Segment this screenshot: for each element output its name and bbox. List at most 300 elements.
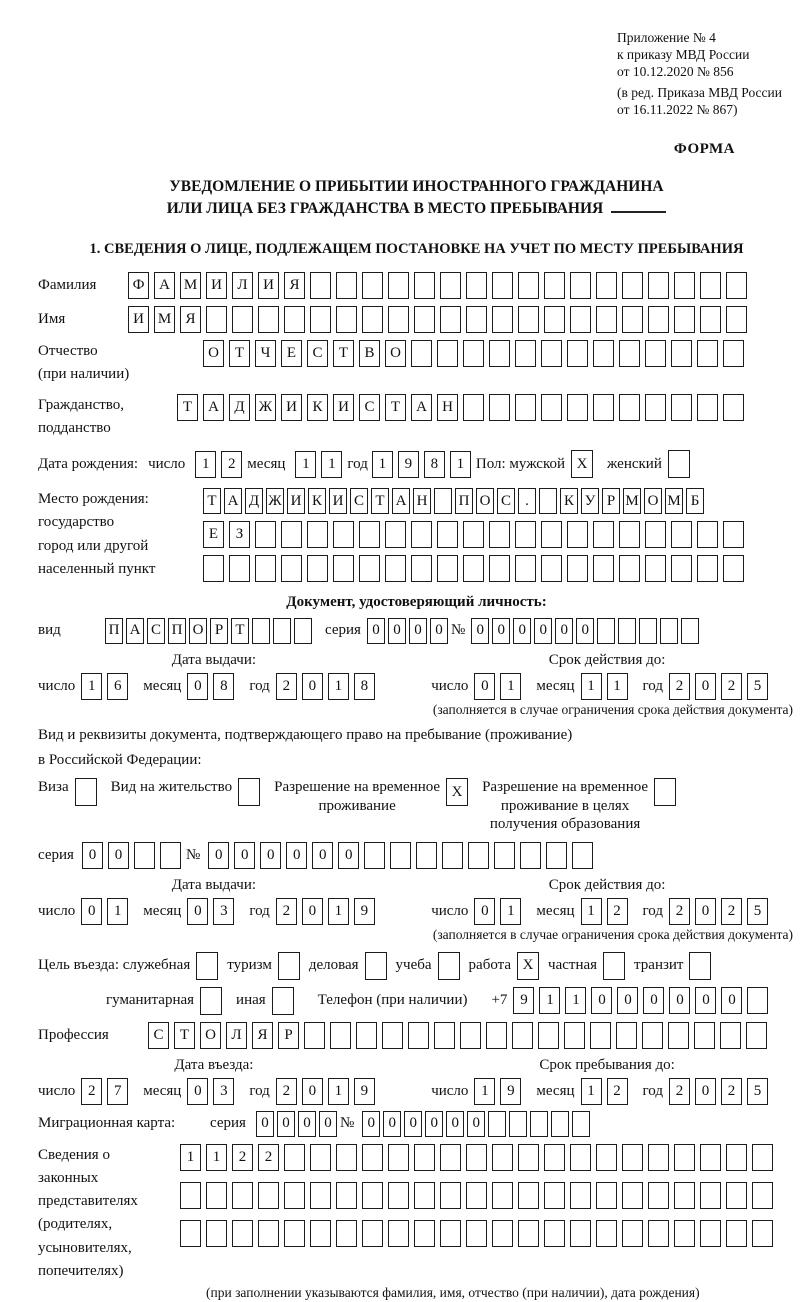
- char-cell[interactable]: 1: [81, 673, 102, 700]
- char-cell[interactable]: Я: [284, 272, 305, 299]
- char-cell[interactable]: [645, 521, 666, 548]
- char-cell[interactable]: [544, 1182, 565, 1209]
- char-cell[interactable]: [310, 306, 331, 333]
- char-cell[interactable]: [336, 1144, 357, 1171]
- char-cell[interactable]: [437, 340, 458, 367]
- char-cell[interactable]: [232, 306, 253, 333]
- char-cell[interactable]: [489, 555, 510, 582]
- char-cell[interactable]: [648, 1220, 669, 1247]
- char-cell[interactable]: 2: [669, 898, 690, 925]
- char-cell[interactable]: 2: [607, 1078, 628, 1105]
- char-cell[interactable]: [596, 306, 617, 333]
- char-cell[interactable]: Б: [686, 488, 704, 514]
- char-cell[interactable]: [255, 521, 276, 548]
- char-cell[interactable]: С: [497, 488, 515, 514]
- char-cell[interactable]: П: [168, 618, 186, 644]
- char-cell[interactable]: [645, 340, 666, 367]
- char-cell[interactable]: И: [287, 488, 305, 514]
- char-cell[interactable]: [385, 555, 406, 582]
- char-cell[interactable]: [726, 272, 747, 299]
- char-cell[interactable]: [619, 555, 640, 582]
- char-cell[interactable]: 3: [213, 1078, 234, 1105]
- char-cell[interactable]: 2: [81, 1078, 102, 1105]
- char-cell[interactable]: [206, 1220, 227, 1247]
- char-cell[interactable]: [310, 1144, 331, 1171]
- char-cell[interactable]: [726, 1182, 747, 1209]
- char-cell[interactable]: [544, 272, 565, 299]
- char-cell[interactable]: [674, 306, 695, 333]
- visa-checkbox[interactable]: [75, 778, 97, 806]
- char-cell[interactable]: [284, 1220, 305, 1247]
- char-cell[interactable]: И: [333, 394, 354, 421]
- residence-permit-checkbox[interactable]: [238, 778, 260, 806]
- char-cell[interactable]: 0: [82, 842, 103, 869]
- char-cell[interactable]: [648, 1144, 669, 1171]
- char-cell[interactable]: [752, 1220, 773, 1247]
- char-cell[interactable]: [416, 842, 437, 869]
- char-cell[interactable]: [273, 618, 291, 644]
- char-cell[interactable]: [492, 306, 513, 333]
- char-cell[interactable]: [593, 521, 614, 548]
- char-cell[interactable]: 0: [234, 842, 255, 869]
- purpose-tourism-checkbox[interactable]: [278, 952, 300, 980]
- char-cell[interactable]: С: [307, 340, 328, 367]
- char-cell[interactable]: П: [105, 618, 123, 644]
- char-cell[interactable]: [700, 1220, 721, 1247]
- purpose-work-checkbox[interactable]: X: [517, 952, 539, 980]
- char-cell[interactable]: [518, 1220, 539, 1247]
- char-cell[interactable]: А: [203, 394, 224, 421]
- char-cell[interactable]: Е: [281, 340, 302, 367]
- char-cell[interactable]: [180, 1220, 201, 1247]
- char-cell[interactable]: 9: [500, 1078, 521, 1105]
- char-cell[interactable]: [567, 521, 588, 548]
- char-cell[interactable]: [570, 306, 591, 333]
- char-cell[interactable]: 0: [425, 1111, 443, 1137]
- char-cell[interactable]: О: [476, 488, 494, 514]
- char-cell[interactable]: [515, 555, 536, 582]
- char-cell[interactable]: [618, 618, 636, 644]
- char-cell[interactable]: 0: [513, 618, 531, 644]
- char-cell[interactable]: 2: [721, 673, 742, 700]
- char-cell[interactable]: 0: [388, 618, 406, 644]
- char-cell[interactable]: [544, 306, 565, 333]
- char-cell[interactable]: [726, 1220, 747, 1247]
- char-cell[interactable]: Т: [385, 394, 406, 421]
- char-cell[interactable]: [567, 394, 588, 421]
- char-cell[interactable]: 0: [277, 1111, 295, 1137]
- char-cell[interactable]: .: [518, 488, 536, 514]
- char-cell[interactable]: [619, 340, 640, 367]
- char-cell[interactable]: 0: [721, 987, 742, 1014]
- char-cell[interactable]: [437, 555, 458, 582]
- char-cell[interactable]: [258, 1182, 279, 1209]
- char-cell[interactable]: И: [258, 272, 279, 299]
- char-cell[interactable]: [596, 1182, 617, 1209]
- char-cell[interactable]: Н: [413, 488, 431, 514]
- char-cell[interactable]: К: [308, 488, 326, 514]
- char-cell[interactable]: [671, 394, 692, 421]
- char-cell[interactable]: О: [644, 488, 662, 514]
- char-cell[interactable]: [206, 1182, 227, 1209]
- char-cell[interactable]: 0: [362, 1111, 380, 1137]
- char-cell[interactable]: [284, 1144, 305, 1171]
- char-cell[interactable]: Т: [174, 1022, 195, 1049]
- char-cell[interactable]: 8: [424, 451, 445, 478]
- char-cell[interactable]: 0: [695, 673, 716, 700]
- char-cell[interactable]: [509, 1111, 527, 1137]
- char-cell[interactable]: [252, 618, 270, 644]
- char-cell[interactable]: 0: [471, 618, 489, 644]
- char-cell[interactable]: [281, 521, 302, 548]
- char-cell[interactable]: [180, 1182, 201, 1209]
- char-cell[interactable]: [414, 1182, 435, 1209]
- char-cell[interactable]: [572, 842, 593, 869]
- char-cell[interactable]: [518, 1182, 539, 1209]
- char-cell[interactable]: 3: [213, 898, 234, 925]
- char-cell[interactable]: [660, 618, 678, 644]
- char-cell[interactable]: [284, 306, 305, 333]
- char-cell[interactable]: 0: [409, 618, 427, 644]
- char-cell[interactable]: М: [154, 306, 175, 333]
- char-cell[interactable]: [622, 306, 643, 333]
- char-cell[interactable]: [567, 340, 588, 367]
- char-cell[interactable]: [414, 1144, 435, 1171]
- char-cell[interactable]: [570, 1220, 591, 1247]
- char-cell[interactable]: 1: [539, 987, 560, 1014]
- char-cell[interactable]: О: [203, 340, 224, 367]
- char-cell[interactable]: [520, 842, 541, 869]
- char-cell[interactable]: [723, 555, 744, 582]
- purpose-study-checkbox[interactable]: [438, 952, 460, 980]
- char-cell[interactable]: [752, 1144, 773, 1171]
- char-cell[interactable]: [411, 340, 432, 367]
- char-cell[interactable]: [414, 1220, 435, 1247]
- char-cell[interactable]: [336, 306, 357, 333]
- char-cell[interactable]: [203, 555, 224, 582]
- char-cell[interactable]: 2: [276, 898, 297, 925]
- char-cell[interactable]: [310, 1220, 331, 1247]
- char-cell[interactable]: [356, 1022, 377, 1049]
- char-cell[interactable]: [486, 1022, 507, 1049]
- char-cell[interactable]: [541, 394, 562, 421]
- char-cell[interactable]: 5: [747, 898, 768, 925]
- char-cell[interactable]: [544, 1144, 565, 1171]
- char-cell[interactable]: Ж: [266, 488, 284, 514]
- char-cell[interactable]: [336, 1220, 357, 1247]
- char-cell[interactable]: [411, 521, 432, 548]
- char-cell[interactable]: [515, 521, 536, 548]
- char-cell[interactable]: [723, 394, 744, 421]
- char-cell[interactable]: И: [329, 488, 347, 514]
- char-cell[interactable]: [674, 1220, 695, 1247]
- char-cell[interactable]: М: [623, 488, 641, 514]
- char-cell[interactable]: [674, 272, 695, 299]
- char-cell[interactable]: З: [229, 521, 250, 548]
- char-cell[interactable]: [544, 1220, 565, 1247]
- char-cell[interactable]: [622, 1182, 643, 1209]
- char-cell[interactable]: [232, 1182, 253, 1209]
- char-cell[interactable]: [700, 306, 721, 333]
- char-cell[interactable]: [440, 1220, 461, 1247]
- char-cell[interactable]: 0: [298, 1111, 316, 1137]
- char-cell[interactable]: [229, 555, 250, 582]
- char-cell[interactable]: [258, 306, 279, 333]
- char-cell[interactable]: [518, 1144, 539, 1171]
- char-cell[interactable]: 0: [312, 842, 333, 869]
- char-cell[interactable]: 1: [607, 673, 628, 700]
- char-cell[interactable]: [466, 1144, 487, 1171]
- char-cell[interactable]: [440, 272, 461, 299]
- char-cell[interactable]: [232, 1220, 253, 1247]
- char-cell[interactable]: [488, 1111, 506, 1137]
- char-cell[interactable]: [515, 394, 536, 421]
- char-cell[interactable]: [597, 618, 615, 644]
- char-cell[interactable]: [746, 1022, 767, 1049]
- char-cell[interactable]: [440, 1144, 461, 1171]
- char-cell[interactable]: 9: [354, 1078, 375, 1105]
- char-cell[interactable]: 2: [669, 1078, 690, 1105]
- char-cell[interactable]: [390, 842, 411, 869]
- char-cell[interactable]: 0: [669, 987, 690, 1014]
- char-cell[interactable]: [414, 272, 435, 299]
- char-cell[interactable]: И: [128, 306, 149, 333]
- char-cell[interactable]: 2: [258, 1144, 279, 1171]
- char-cell[interactable]: Р: [278, 1022, 299, 1049]
- char-cell[interactable]: [539, 488, 557, 514]
- char-cell[interactable]: [310, 1182, 331, 1209]
- char-cell[interactable]: [747, 987, 768, 1014]
- char-cell[interactable]: [723, 521, 744, 548]
- char-cell[interactable]: [489, 340, 510, 367]
- char-cell[interactable]: [307, 521, 328, 548]
- char-cell[interactable]: А: [154, 272, 175, 299]
- char-cell[interactable]: [697, 340, 718, 367]
- char-cell[interactable]: 8: [354, 673, 375, 700]
- char-cell[interactable]: [304, 1022, 325, 1049]
- char-cell[interactable]: [518, 272, 539, 299]
- char-cell[interactable]: [570, 1182, 591, 1209]
- char-cell[interactable]: [681, 618, 699, 644]
- char-cell[interactable]: А: [411, 394, 432, 421]
- char-cell[interactable]: [752, 1182, 773, 1209]
- char-cell[interactable]: 2: [721, 898, 742, 925]
- char-cell[interactable]: 0: [555, 618, 573, 644]
- char-cell[interactable]: 1: [321, 451, 342, 478]
- char-cell[interactable]: 0: [367, 618, 385, 644]
- char-cell[interactable]: [492, 272, 513, 299]
- purpose-other-checkbox[interactable]: [272, 987, 294, 1015]
- char-cell[interactable]: А: [126, 618, 144, 644]
- char-cell[interactable]: 6: [107, 673, 128, 700]
- char-cell[interactable]: 2: [221, 451, 242, 478]
- char-cell[interactable]: [700, 272, 721, 299]
- char-cell[interactable]: Т: [177, 394, 198, 421]
- char-cell[interactable]: Д: [245, 488, 263, 514]
- char-cell[interactable]: [489, 521, 510, 548]
- char-cell[interactable]: 0: [643, 987, 664, 1014]
- char-cell[interactable]: [281, 555, 302, 582]
- char-cell[interactable]: [336, 272, 357, 299]
- char-cell[interactable]: [642, 1022, 663, 1049]
- char-cell[interactable]: Т: [229, 340, 250, 367]
- char-cell[interactable]: А: [392, 488, 410, 514]
- char-cell[interactable]: [385, 521, 406, 548]
- char-cell[interactable]: М: [665, 488, 683, 514]
- char-cell[interactable]: [694, 1022, 715, 1049]
- char-cell[interactable]: 0: [338, 842, 359, 869]
- char-cell[interactable]: [388, 1182, 409, 1209]
- char-cell[interactable]: Ф: [128, 272, 149, 299]
- char-cell[interactable]: [307, 555, 328, 582]
- char-cell[interactable]: [639, 618, 657, 644]
- char-cell[interactable]: С: [147, 618, 165, 644]
- char-cell[interactable]: [364, 842, 385, 869]
- char-cell[interactable]: [593, 394, 614, 421]
- char-cell[interactable]: 1: [328, 673, 349, 700]
- char-cell[interactable]: Я: [252, 1022, 273, 1049]
- char-cell[interactable]: [596, 1220, 617, 1247]
- char-cell[interactable]: [466, 272, 487, 299]
- char-cell[interactable]: 1: [206, 1144, 227, 1171]
- char-cell[interactable]: 2: [607, 898, 628, 925]
- char-cell[interactable]: [388, 1144, 409, 1171]
- char-cell[interactable]: [434, 1022, 455, 1049]
- char-cell[interactable]: У: [581, 488, 599, 514]
- char-cell[interactable]: [463, 340, 484, 367]
- purpose-private-checkbox[interactable]: [603, 952, 625, 980]
- char-cell[interactable]: Л: [226, 1022, 247, 1049]
- char-cell[interactable]: [468, 842, 489, 869]
- char-cell[interactable]: [541, 521, 562, 548]
- char-cell[interactable]: 0: [383, 1111, 401, 1137]
- char-cell[interactable]: 1: [295, 451, 316, 478]
- char-cell[interactable]: 9: [398, 451, 419, 478]
- char-cell[interactable]: С: [350, 488, 368, 514]
- char-cell[interactable]: [437, 521, 458, 548]
- char-cell[interactable]: [671, 521, 692, 548]
- char-cell[interactable]: В: [359, 340, 380, 367]
- char-cell[interactable]: К: [307, 394, 328, 421]
- char-cell[interactable]: [668, 1022, 689, 1049]
- char-cell[interactable]: [463, 394, 484, 421]
- char-cell[interactable]: 1: [500, 898, 521, 925]
- char-cell[interactable]: [359, 555, 380, 582]
- char-cell[interactable]: [408, 1022, 429, 1049]
- char-cell[interactable]: О: [385, 340, 406, 367]
- char-cell[interactable]: [596, 272, 617, 299]
- char-cell[interactable]: [330, 1022, 351, 1049]
- char-cell[interactable]: Т: [371, 488, 389, 514]
- char-cell[interactable]: [466, 1182, 487, 1209]
- char-cell[interactable]: [700, 1144, 721, 1171]
- char-cell[interactable]: [440, 306, 461, 333]
- char-cell[interactable]: 1: [328, 1078, 349, 1105]
- char-cell[interactable]: [258, 1220, 279, 1247]
- char-cell[interactable]: [382, 1022, 403, 1049]
- char-cell[interactable]: 0: [286, 842, 307, 869]
- char-cell[interactable]: П: [455, 488, 473, 514]
- char-cell[interactable]: [460, 1022, 481, 1049]
- char-cell[interactable]: 1: [450, 451, 471, 478]
- char-cell[interactable]: Я: [180, 306, 201, 333]
- purpose-official-checkbox[interactable]: [196, 952, 218, 980]
- char-cell[interactable]: 0: [576, 618, 594, 644]
- char-cell[interactable]: А: [224, 488, 242, 514]
- char-cell[interactable]: С: [359, 394, 380, 421]
- char-cell[interactable]: 1: [328, 898, 349, 925]
- char-cell[interactable]: Ж: [255, 394, 276, 421]
- char-cell[interactable]: Е: [203, 521, 224, 548]
- char-cell[interactable]: [255, 555, 276, 582]
- char-cell[interactable]: [284, 1182, 305, 1209]
- char-cell[interactable]: Р: [210, 618, 228, 644]
- char-cell[interactable]: [388, 306, 409, 333]
- char-cell[interactable]: [294, 618, 312, 644]
- char-cell[interactable]: [648, 306, 669, 333]
- char-cell[interactable]: [530, 1111, 548, 1137]
- char-cell[interactable]: [570, 272, 591, 299]
- char-cell[interactable]: [564, 1022, 585, 1049]
- char-cell[interactable]: [541, 340, 562, 367]
- char-cell[interactable]: 1: [180, 1144, 201, 1171]
- char-cell[interactable]: [567, 555, 588, 582]
- char-cell[interactable]: Р: [602, 488, 620, 514]
- char-cell[interactable]: 8: [213, 673, 234, 700]
- edu-permit-checkbox[interactable]: [654, 778, 676, 806]
- char-cell[interactable]: Н: [437, 394, 458, 421]
- char-cell[interactable]: О: [189, 618, 207, 644]
- char-cell[interactable]: [463, 521, 484, 548]
- char-cell[interactable]: [362, 1144, 383, 1171]
- char-cell[interactable]: С: [148, 1022, 169, 1049]
- char-cell[interactable]: Л: [232, 272, 253, 299]
- char-cell[interactable]: 0: [256, 1111, 274, 1137]
- char-cell[interactable]: [622, 1144, 643, 1171]
- char-cell[interactable]: [648, 272, 669, 299]
- char-cell[interactable]: 5: [747, 1078, 768, 1105]
- char-cell[interactable]: 7: [107, 1078, 128, 1105]
- char-cell[interactable]: 1: [565, 987, 586, 1014]
- char-cell[interactable]: [388, 1220, 409, 1247]
- char-cell[interactable]: [336, 1182, 357, 1209]
- char-cell[interactable]: 0: [446, 1111, 464, 1137]
- char-cell[interactable]: 0: [695, 1078, 716, 1105]
- char-cell[interactable]: [515, 340, 536, 367]
- char-cell[interactable]: 2: [721, 1078, 742, 1105]
- char-cell[interactable]: [671, 555, 692, 582]
- char-cell[interactable]: Т: [231, 618, 249, 644]
- char-cell[interactable]: [671, 340, 692, 367]
- char-cell[interactable]: [434, 488, 452, 514]
- char-cell[interactable]: [388, 272, 409, 299]
- char-cell[interactable]: [512, 1022, 533, 1049]
- char-cell[interactable]: [411, 555, 432, 582]
- char-cell[interactable]: 0: [404, 1111, 422, 1137]
- char-cell[interactable]: [590, 1022, 611, 1049]
- char-cell[interactable]: [362, 306, 383, 333]
- char-cell[interactable]: 2: [276, 1078, 297, 1105]
- char-cell[interactable]: 9: [513, 987, 534, 1014]
- char-cell[interactable]: [697, 555, 718, 582]
- char-cell[interactable]: [362, 1182, 383, 1209]
- char-cell[interactable]: [489, 394, 510, 421]
- char-cell[interactable]: Т: [333, 340, 354, 367]
- char-cell[interactable]: [206, 306, 227, 333]
- char-cell[interactable]: 0: [302, 1078, 323, 1105]
- char-cell[interactable]: [414, 306, 435, 333]
- purpose-transit-checkbox[interactable]: [689, 952, 711, 980]
